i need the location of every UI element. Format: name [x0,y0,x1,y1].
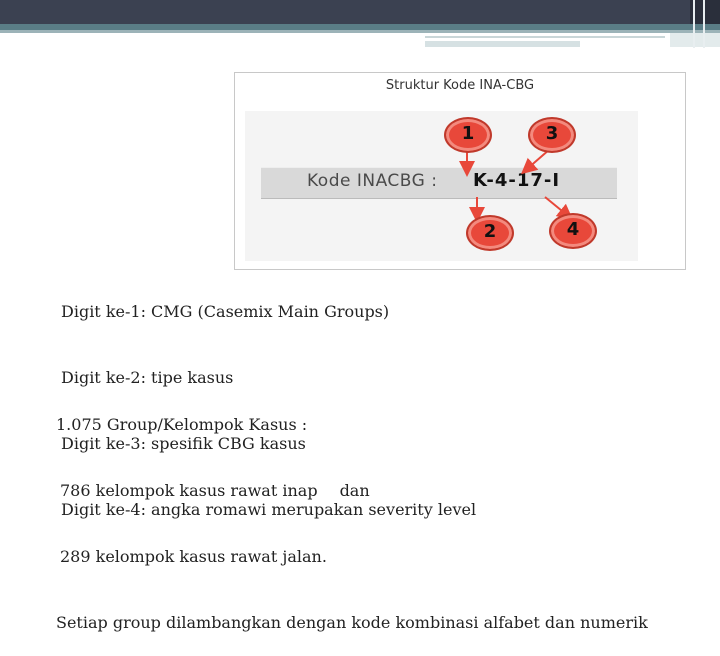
marker-3-label: 3 [545,123,559,144]
code-value: K-4-17-I [473,170,561,191]
digit-item: Digit ke-4: angka romawi merupakan severity level [61,500,477,519]
inacbg-structure-figure [234,72,686,270]
conjunction: dan [339,481,370,500]
group-summary [56,370,648,656]
inpatient-count [56,480,648,502]
digit-item: Digit ke-1: CMG (Casemix Main Groups) [61,302,390,321]
outpatient-count: 289 kelompok kasus rawat jalan. [60,547,327,566]
digit-item: Digit ke-2: tipe kasus [61,368,234,387]
accent-block [670,33,720,47]
header-divider [693,0,695,48]
accent-line-wide [425,41,580,47]
marker-3 [528,117,576,153]
accent-stripe-light [0,30,720,33]
marker-2-label: 2 [483,221,497,242]
digit-item: Digit ke-3: spesifik CBG kasus [61,434,306,453]
figure-title: Struktur Kode INA-CBG [385,78,535,93]
group-count: 1.075 Group/Kelompok Kasus : [56,415,308,434]
inpatient-count-text: 786 kelompok kasus rawat inap [60,481,318,500]
group-note: Setiap group dilambangkan dengan kode kombinasi alfabet dan numerik [56,613,648,632]
marker-1 [444,117,492,153]
marker-2 [466,215,514,251]
arrow-4 [545,197,567,215]
marker-1-label: 1 [461,123,475,144]
figure-panel [245,111,638,261]
accent-line [425,36,665,38]
header-divider [703,0,705,48]
code-label: Kode INACBG : [307,171,438,191]
marker-4-label: 4 [566,219,580,240]
header-bar [0,0,720,24]
marker-4 [549,213,597,249]
